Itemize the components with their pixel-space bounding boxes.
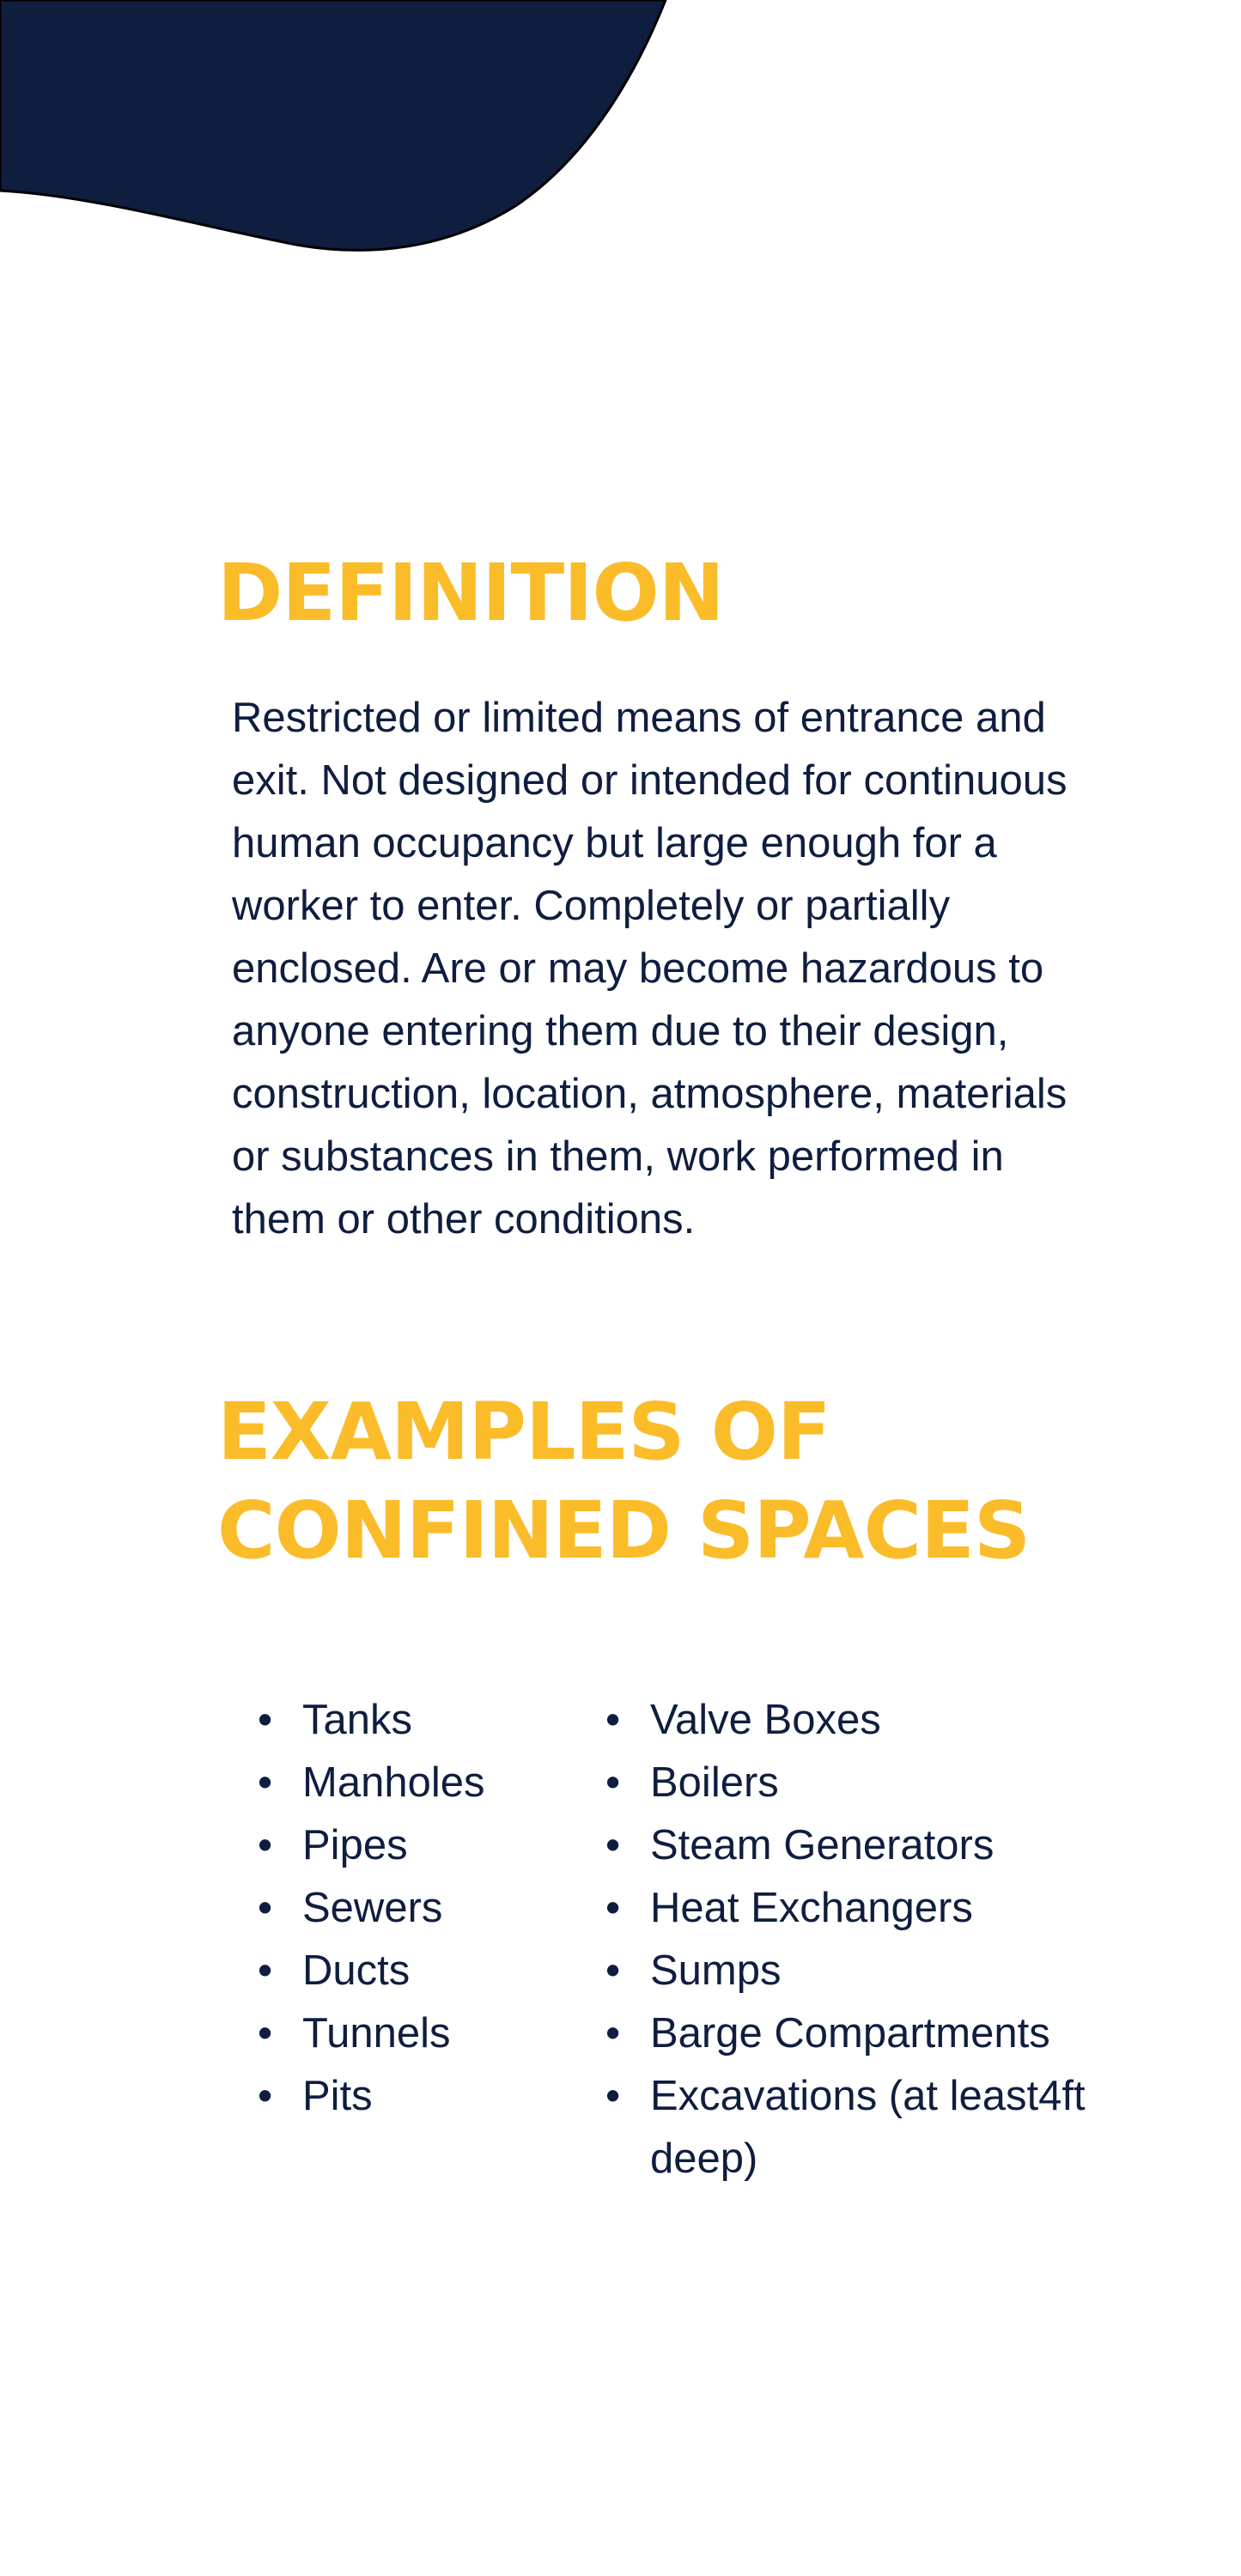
definition-text: Restricted or limited means of entrance and exit. Not designed or intended for continuous human occupancy but large enough for a worker to enter. Completely or partially enclosed. Are or may become hazardous to anyone entering them due to their design, construction, location, atmosphere, materials or substances in them, work performed in them or other conditions. bbox=[232, 695, 1068, 1242]
examples-list-left bbox=[258, 1689, 584, 2128]
bullet-icon: • bbox=[605, 1822, 621, 1868]
list-item: • Pits bbox=[258, 2065, 584, 2128]
list-item: • Sewers bbox=[258, 1877, 584, 1940]
examples-heading-line-1: EXAMPLES OF bbox=[217, 1386, 830, 1478]
bullet-icon: • bbox=[605, 1697, 621, 1743]
decorative-navy-wave bbox=[0, 0, 687, 258]
bullet-icon: • bbox=[258, 1885, 273, 1931]
bullet-icon: • bbox=[605, 1885, 621, 1931]
bullet-icon: • bbox=[258, 2010, 273, 2057]
examples-heading bbox=[217, 1382, 1030, 1580]
bullet-icon: • bbox=[258, 1822, 273, 1868]
bullet-icon: • bbox=[258, 2073, 273, 2119]
list-item: • Tanks bbox=[258, 1689, 584, 1752]
definition-heading: DEFINITION bbox=[217, 547, 724, 639]
list-item: • Barge Compartments bbox=[605, 2002, 1086, 2065]
bullet-icon: • bbox=[258, 1697, 273, 1743]
examples-list-right bbox=[605, 1689, 1086, 2190]
bullet-icon: • bbox=[605, 2010, 621, 2057]
bullet-icon: • bbox=[605, 2073, 621, 2119]
bullet-icon: • bbox=[258, 1759, 273, 1806]
bullet-icon: • bbox=[605, 1947, 621, 1994]
list-item: • Valve Boxes bbox=[605, 1689, 1086, 1752]
list-item: • Ducts bbox=[258, 1940, 584, 2002]
list-item: • Tunnels bbox=[258, 2002, 584, 2065]
list-item: • Heat Exchangers bbox=[605, 1877, 1086, 1940]
list-item: • Pipes bbox=[258, 1814, 584, 1877]
list-item: • Sumps bbox=[605, 1940, 1086, 2002]
list-item: • Manholes bbox=[258, 1752, 584, 1814]
list-item: • Boilers bbox=[605, 1752, 1086, 1814]
bullet-icon: • bbox=[605, 1759, 621, 1806]
list-item: • Excavations (at least4ft deep) bbox=[605, 2065, 1086, 2190]
examples-heading-line-2: CONFINED SPACES bbox=[217, 1485, 1031, 1577]
bullet-icon: • bbox=[258, 1947, 273, 1994]
list-item: • Steam Generators bbox=[605, 1814, 1086, 1877]
